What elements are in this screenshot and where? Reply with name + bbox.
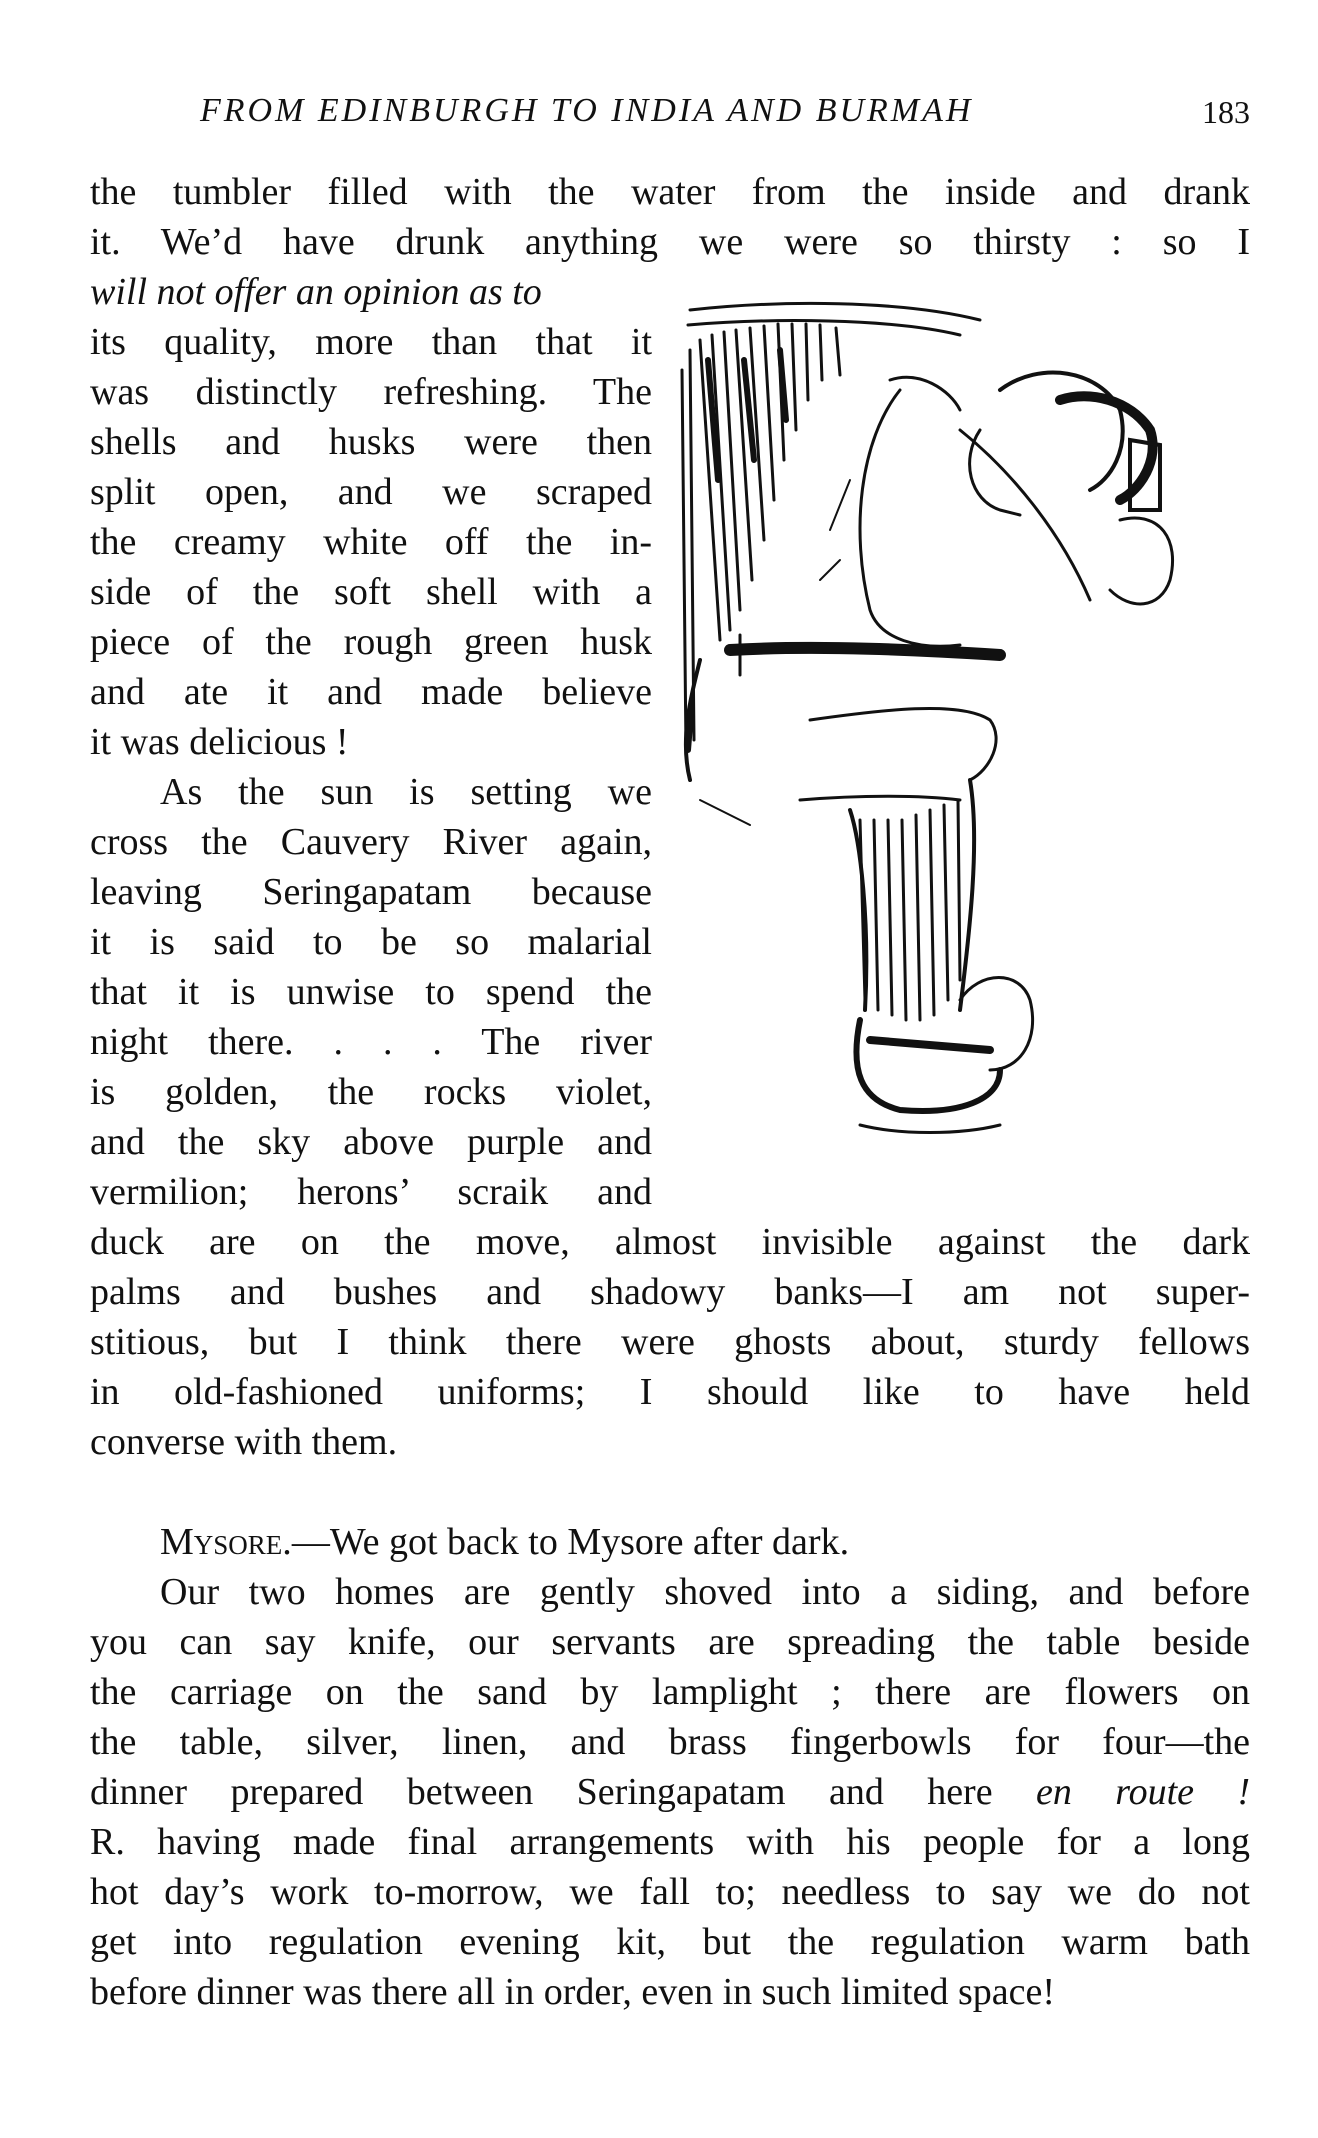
text-line: the table, silver, linen, and brass fingerbowls for four—the	[90, 1721, 1250, 1763]
text-line-with-italic	[90, 1772, 1250, 1812]
text-line: night there. . . . The river	[90, 1021, 652, 1063]
text-line: was distinctly refreshing. The	[90, 371, 652, 413]
text-line: and the sky above purple and	[90, 1121, 652, 1163]
text-line: stitious, but I think there were ghosts about, sturdy fellows	[90, 1321, 1250, 1363]
text-line: get into regulation evening kit, but the regulation warm bath	[90, 1921, 1250, 1963]
text-line: it is said to be so malarial	[90, 921, 652, 963]
text-line: vermilion; herons’ scraik and	[90, 1171, 652, 1213]
text-line: hot day’s work to-morrow, we fall to; needless to say we do not	[90, 1871, 1250, 1913]
section-lead-line	[160, 1522, 849, 1562]
text-line: duck are on the move, almost invisible against the dark	[90, 1221, 1250, 1263]
text-span: dinner prepared between Seringapatam and here	[90, 1771, 993, 1813]
text-line: its quality, more than that it	[90, 321, 652, 363]
italic-phrase: en route !	[1035, 1771, 1251, 1813]
text-line: you can say knife, our servants are spreading the table beside	[90, 1621, 1250, 1663]
crouching-man-sketch	[660, 280, 1250, 1220]
text-line: will not offer an opinion as to	[90, 271, 542, 313]
text-line: the carriage on the sand by lamplight ; there are flowers on	[90, 1671, 1250, 1713]
text-line: Our two homes are gently shoved into a siding, and before	[160, 1571, 1250, 1613]
text-line: As the sun is setting we	[160, 771, 652, 813]
text-line: the tumbler filled with the water from the inside and drank	[90, 171, 1250, 213]
text-line: the creamy white off the in-	[90, 521, 652, 563]
text-line: converse with them.	[90, 1421, 398, 1463]
text-line: that it is unwise to spend the	[90, 971, 652, 1013]
text-line: R. having made final arrangements with his people for a long	[90, 1821, 1250, 1863]
text-line: before dinner was there all in order, even in such limited space!	[90, 1971, 1055, 2013]
section-lead: Mysore.	[160, 1521, 292, 1563]
text-line: leaving Seringapatam because	[90, 871, 652, 913]
text-line: is golden, the rocks violet,	[90, 1071, 652, 1113]
text-line: it. We’d have drunk anything we were so thirsty : so I	[90, 221, 1250, 263]
section-lead-rest: —We got back to Mysore after dark.	[291, 1521, 850, 1563]
text-line: and ate it and made believe	[90, 671, 652, 713]
text-line: shells and husks were then	[90, 421, 652, 463]
text-line: palms and bushes and shadowy banks—I am not super-	[90, 1271, 1250, 1313]
text-line: in old-fashioned uniforms; I should like to have held	[90, 1371, 1250, 1413]
page-number: 183	[1202, 94, 1250, 130]
text-line: it was delicious !	[90, 721, 349, 763]
text-line: cross the Cauvery River again,	[90, 821, 652, 863]
running-header	[90, 92, 1250, 138]
running-title: FROM EDINBURGH TO INDIA AND BURMAH	[200, 92, 974, 129]
text-line: split open, and we scraped	[90, 471, 652, 513]
text-line: piece of the rough green husk	[90, 621, 652, 663]
illustration	[660, 280, 1250, 1220]
text-line: side of the soft shell with a	[90, 571, 652, 613]
